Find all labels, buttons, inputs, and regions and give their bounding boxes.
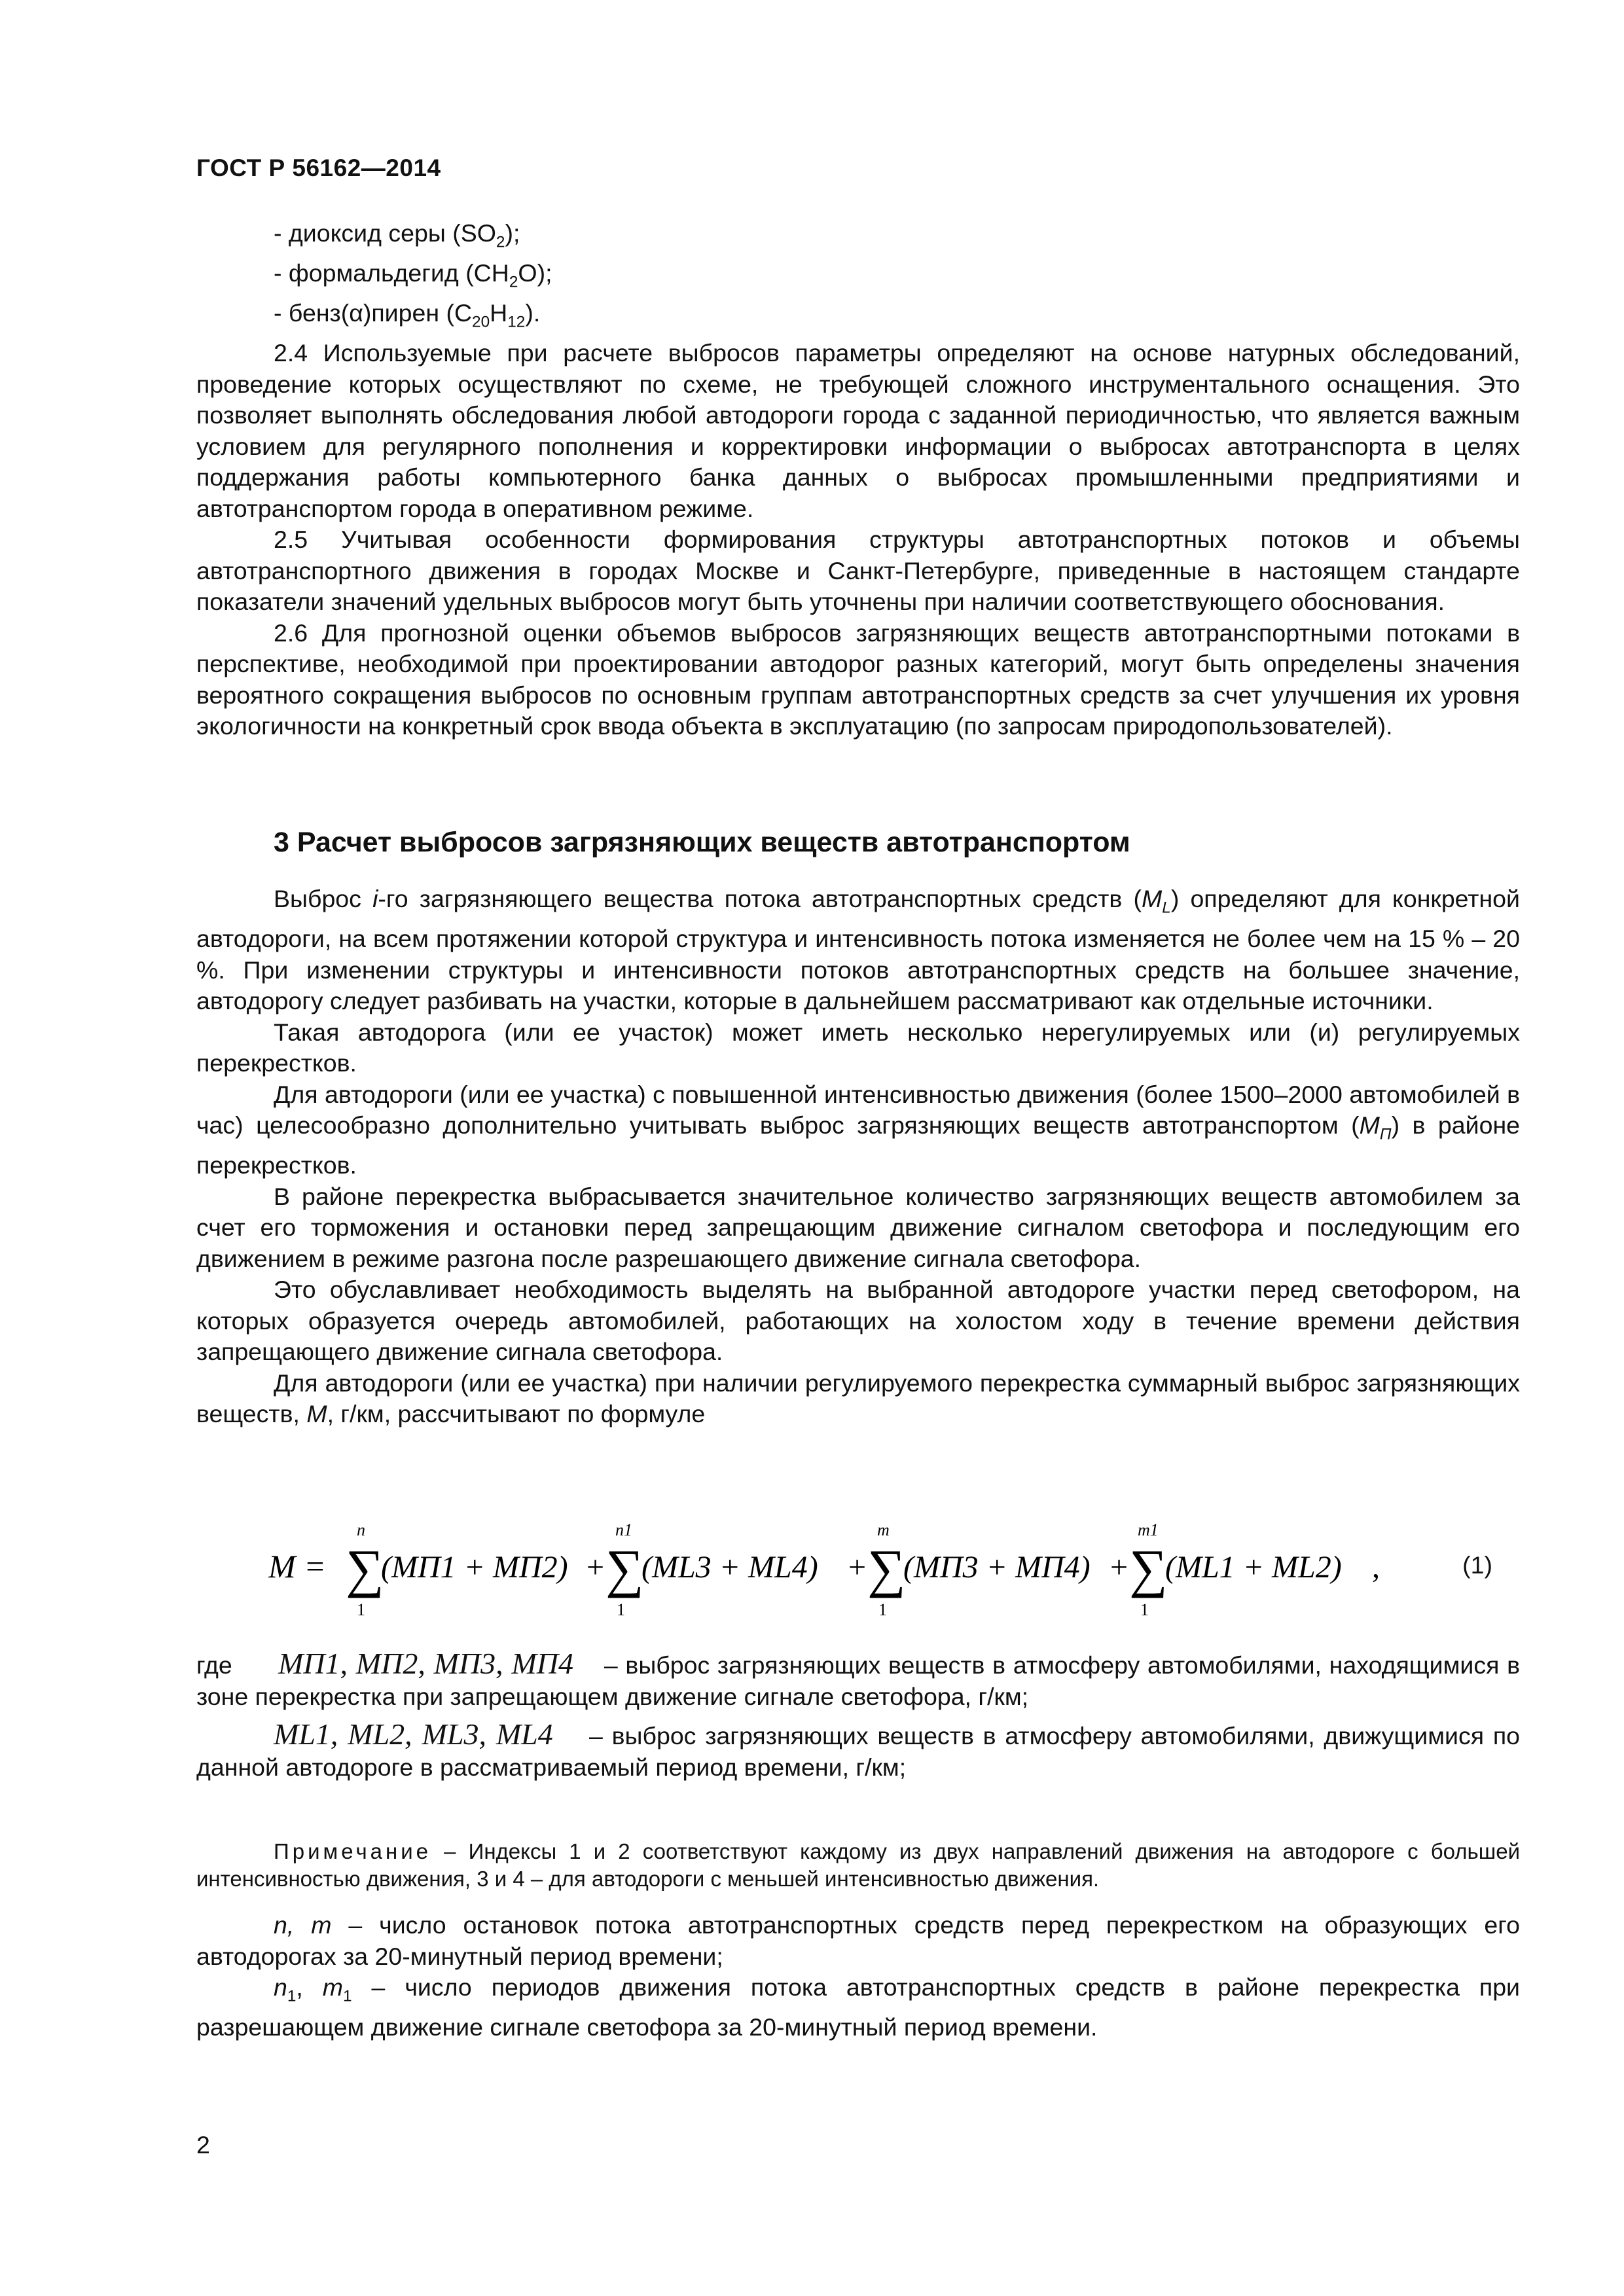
note: Примечание – Индексы 1 и 2 соответствуют каждому из двух направлений движения на автодороге с большей интенсивностью движения, 3 и 4 – для автодороги с меньшей интенсивностью движения. (196, 1839, 1520, 1891)
note-block (196, 1838, 1520, 1893)
body-top (196, 218, 1520, 742)
paragraph: Такая автодорога (или ее участок) может иметь несколько нерегулируемых или (и) регулируемых перекрестков. (196, 1018, 1520, 1077)
formula-term: (ML3 + ML4) (641, 1550, 818, 1585)
variable-n-m: n, m – число остановок потока автотранспортных средств перед перекрестком на образующих его автодорогах за 20-минутный период времени; (196, 1911, 1520, 1970)
formula-svg (268, 1517, 1381, 1628)
section-3-body (196, 884, 1520, 1430)
section-3-title-block (196, 827, 1520, 859)
sum-lower: 1 (617, 1600, 625, 1619)
paragraph-2-5: 2.5 Учитывая особенности формирования структуры автотранспортных потоков и объемы автотранспортного движения в городах Москве и Санкт-Петербурге, приведенные в настоящем стандарте показатели значений удельных выбросов могут быть уточнены при наличии соответствующего обоснования. (196, 526, 1520, 615)
variable-n1-m1: $n_1$, $m_1$ – число периодов движения потока автотранспортных средств в районе перекрестка при разрешающем движение сигнале светофора за 20-минутный период времени. (196, 1973, 1520, 2041)
paragraph-2-6: 2.6 Для прогнозной оценки объемов выбросов загрязняющих веществ автотранспортными потоками в перспективе, необходимой при проектировании автодорог разных категорий, могут быть определены значения вероятного сокращения выбросов по основным группам автотранспортных средств за счет улучшения их уровня экологичности на конкретный срок ввода объекта в эксплуатацию (по запросам природопользователей). (196, 619, 1520, 740)
paragraph: В районе перекрестка выбрасывается значительное количество загрязняющих веществ автомобилем за счет его торможения и остановки перед запрещающим движение сигналом светофора и последующим его движением в режиме разгона после разрешающего движение сигнала светофора. (196, 1182, 1520, 1272)
sum-lower: 1 (357, 1600, 365, 1619)
sum-lower: 1 (1140, 1600, 1149, 1619)
section-title: 3 Расчет выбросов загрязняющих веществ автотранспортом (274, 827, 1130, 858)
plus-sign: + (848, 1550, 867, 1585)
sum-upper: m1 (1138, 1520, 1159, 1539)
sum-sign: ∑ (605, 1539, 644, 1598)
symbol: ML1, ML2, ML3, ML4 (274, 1717, 553, 1751)
paragraph-2-4: 2.4 Используемые при расчете выбросов параметры определяют на основе натурных обследований, проведение которых осуществляют по схеме, не требующей сложного инструментального оснащения. Это позволяет выполнять обследования любой автодороги города с заданной периодичностью, что является важным условием для регулярного пополнения и корректировки информации о выбросах автотранспорта в целях поддержания работы компьютерного банка данных о выбросах промышленными предприятиями и автотранспортом города в оперативном режиме. (196, 339, 1520, 522)
list-item: - диоксид серы $(SO_2)$; (274, 219, 520, 251)
list-item: - бенз(α)пирен $(C_{20}H_{12})$. (274, 299, 541, 331)
where-block (196, 1648, 1520, 1783)
where-item-2: ML1, ML2, ML3, ML4 – выброс загрязняющих веществ в атмосферу автомобилями, движущимися по данной автодороге в рассматриваемый период времени, г/км; (196, 1717, 1520, 1781)
sum-sign: ∑ (346, 1539, 384, 1598)
plus-sign: + (1110, 1550, 1128, 1585)
where-item-1: где MП1, MП2, MП3, MП4 – выброс загрязняющих веществ в атмосферу автомобилями, находящимися в зоне перекрестка при запрещающем движение сигнале светофора, г/км; (196, 1647, 1521, 1710)
plus-sign: + (586, 1550, 605, 1585)
symbol: MП1, MП2, MП3, MП4 (278, 1647, 574, 1680)
equation-number: (1) (1462, 1551, 1492, 1579)
comma: , (1372, 1550, 1380, 1585)
paragraph: Для автодороги (или ее участка) при наличии регулируемого перекрестка суммарный выброс загрязняющих веществ, M, г/км, рассчитывают по формуле (196, 1369, 1520, 1427)
formula-lhs: M = (268, 1548, 326, 1585)
formula-term: (MП3 + MП4) (903, 1550, 1091, 1585)
list-item: - формальдегид $(CH_2O)$; (274, 259, 552, 291)
formula-1 (268, 1517, 1492, 1628)
sum-lower: 1 (878, 1600, 887, 1619)
document-header: ГОСТ Р 56162—2014 (196, 154, 441, 181)
paragraph: Выброс i-го загрязняющего вещества потока автотранспортных средств $(M_L)$ определяют для конкретной автодороги, на всем протяжении которой структура и интенсивность потока изменяется не более чем на 15 % – 20 %. При изменении структуры и интенсивности потоков автотранспортных средств на большее значение, автодорогу следует разбивать на участки, которые в дальнейшем рассматривают как отдельные источники. (196, 885, 1520, 1014)
sum-sign: ∑ (867, 1539, 906, 1598)
sum-upper: m (877, 1520, 890, 1539)
paragraph: Это обуславливает необходимость выделять на выбранной автодороге участки перед светофором, на которых образуется очередь автомобилей, работающих на холостом ходу в течение времени действия запрещающего движение сигнала светофора. (196, 1276, 1520, 1365)
formula-term: (ML1 + ML2) (1165, 1550, 1342, 1585)
sum-upper: n (357, 1520, 365, 1539)
page-number: 2 (196, 2131, 210, 2159)
sum-upper: n1 (615, 1520, 632, 1539)
variables-block (196, 1910, 1520, 2043)
formula-term: (MП1 + MП2) (381, 1550, 568, 1585)
sum-sign: ∑ (1129, 1539, 1168, 1598)
paragraph: Для автодороги (или ее участка) с повышенной интенсивностью движения (более 1500–2000 автомобилей в час) целесообразно дополнительно учитывать выброс загрязняющих веществ автотранспортом $(M_П)$ в районе перекрестков. (196, 1080, 1521, 1179)
